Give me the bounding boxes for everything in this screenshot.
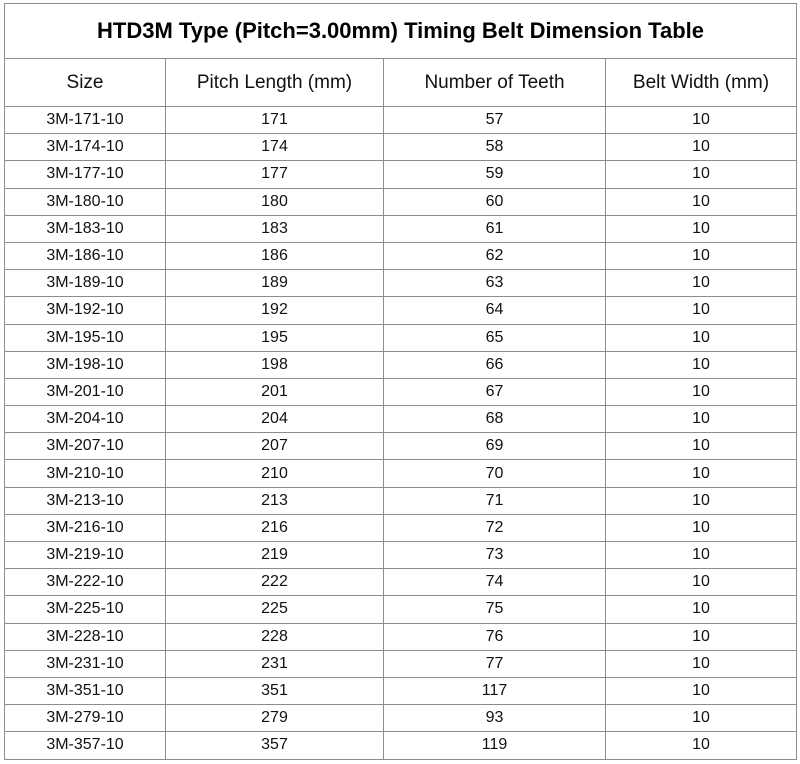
cell-belt-width: 10 — [606, 134, 797, 161]
table-title-row — [5, 4, 797, 59]
cell-belt-width: 10 — [606, 542, 797, 569]
cell-pitch-length: 186 — [166, 242, 384, 269]
cell-number-of-teeth: 73 — [384, 542, 606, 569]
table-row — [5, 134, 797, 161]
cell-belt-width: 10 — [606, 406, 797, 433]
cell-pitch-length: 174 — [166, 134, 384, 161]
cell-number-of-teeth: 62 — [384, 242, 606, 269]
cell-size: 3M-231-10 — [5, 650, 166, 677]
cell-size: 3M-219-10 — [5, 542, 166, 569]
table-row — [5, 650, 797, 677]
cell-belt-width: 10 — [606, 514, 797, 541]
table-row — [5, 623, 797, 650]
column-header-number-of-teeth: Number of Teeth — [384, 59, 606, 107]
cell-number-of-teeth: 117 — [384, 677, 606, 704]
cell-pitch-length: 177 — [166, 161, 384, 188]
cell-belt-width: 10 — [606, 242, 797, 269]
cell-number-of-teeth: 77 — [384, 650, 606, 677]
cell-belt-width: 10 — [606, 650, 797, 677]
cell-size: 3M-225-10 — [5, 596, 166, 623]
cell-pitch-length: 180 — [166, 188, 384, 215]
table-row — [5, 705, 797, 732]
table-row — [5, 732, 797, 759]
cell-pitch-length: 351 — [166, 677, 384, 704]
cell-number-of-teeth: 119 — [384, 732, 606, 759]
cell-pitch-length: 201 — [166, 378, 384, 405]
cell-size: 3M-204-10 — [5, 406, 166, 433]
cell-number-of-teeth: 63 — [384, 270, 606, 297]
cell-size: 3M-213-10 — [5, 487, 166, 514]
cell-belt-width: 10 — [606, 270, 797, 297]
cell-number-of-teeth: 76 — [384, 623, 606, 650]
header-row — [5, 59, 797, 107]
cell-size: 3M-279-10 — [5, 705, 166, 732]
cell-pitch-length: 216 — [166, 514, 384, 541]
table-row — [5, 351, 797, 378]
cell-pitch-length: 192 — [166, 297, 384, 324]
cell-belt-width: 10 — [606, 596, 797, 623]
cell-number-of-teeth: 74 — [384, 569, 606, 596]
cell-number-of-teeth: 72 — [384, 514, 606, 541]
cell-belt-width: 10 — [606, 297, 797, 324]
cell-pitch-length: 198 — [166, 351, 384, 378]
cell-size: 3M-198-10 — [5, 351, 166, 378]
table-row — [5, 242, 797, 269]
dimension-table — [4, 3, 797, 760]
cell-pitch-length: 231 — [166, 650, 384, 677]
cell-belt-width: 10 — [606, 677, 797, 704]
cell-pitch-length: 279 — [166, 705, 384, 732]
table-row — [5, 215, 797, 242]
cell-size: 3M-177-10 — [5, 161, 166, 188]
table-row — [5, 297, 797, 324]
cell-size: 3M-180-10 — [5, 188, 166, 215]
cell-belt-width: 10 — [606, 188, 797, 215]
cell-number-of-teeth: 59 — [384, 161, 606, 188]
cell-number-of-teeth: 67 — [384, 378, 606, 405]
cell-size: 3M-201-10 — [5, 378, 166, 405]
cell-pitch-length: 207 — [166, 433, 384, 460]
cell-number-of-teeth: 65 — [384, 324, 606, 351]
cell-number-of-teeth: 71 — [384, 487, 606, 514]
table-row — [5, 270, 797, 297]
table-row — [5, 161, 797, 188]
cell-pitch-length: 171 — [166, 107, 384, 134]
cell-pitch-length: 213 — [166, 487, 384, 514]
table-row — [5, 542, 797, 569]
table-row — [5, 596, 797, 623]
column-header-pitch-length: Pitch Length (mm) — [166, 59, 384, 107]
cell-size: 3M-174-10 — [5, 134, 166, 161]
column-header-size: Size — [5, 59, 166, 107]
table-row — [5, 487, 797, 514]
cell-size: 3M-357-10 — [5, 732, 166, 759]
cell-size: 3M-210-10 — [5, 460, 166, 487]
table-row — [5, 188, 797, 215]
cell-number-of-teeth: 64 — [384, 297, 606, 324]
cell-belt-width: 10 — [606, 107, 797, 134]
cell-belt-width: 10 — [606, 623, 797, 650]
cell-size: 3M-207-10 — [5, 433, 166, 460]
cell-size: 3M-216-10 — [5, 514, 166, 541]
cell-pitch-length: 204 — [166, 406, 384, 433]
cell-size: 3M-192-10 — [5, 297, 166, 324]
cell-pitch-length: 222 — [166, 569, 384, 596]
cell-number-of-teeth: 60 — [384, 188, 606, 215]
cell-belt-width: 10 — [606, 378, 797, 405]
table-row — [5, 107, 797, 134]
cell-number-of-teeth: 70 — [384, 460, 606, 487]
cell-size: 3M-351-10 — [5, 677, 166, 704]
cell-size: 3M-186-10 — [5, 242, 166, 269]
cell-number-of-teeth: 69 — [384, 433, 606, 460]
cell-belt-width: 10 — [606, 324, 797, 351]
cell-belt-width: 10 — [606, 433, 797, 460]
cell-number-of-teeth: 93 — [384, 705, 606, 732]
cell-pitch-length: 225 — [166, 596, 384, 623]
cell-belt-width: 10 — [606, 161, 797, 188]
cell-pitch-length: 210 — [166, 460, 384, 487]
cell-belt-width: 10 — [606, 351, 797, 378]
cell-belt-width: 10 — [606, 705, 797, 732]
cell-number-of-teeth: 58 — [384, 134, 606, 161]
cell-pitch-length: 195 — [166, 324, 384, 351]
table-row — [5, 569, 797, 596]
cell-pitch-length: 228 — [166, 623, 384, 650]
cell-size: 3M-222-10 — [5, 569, 166, 596]
cell-belt-width: 10 — [606, 569, 797, 596]
cell-belt-width: 10 — [606, 215, 797, 242]
cell-pitch-length: 183 — [166, 215, 384, 242]
cell-pitch-length: 219 — [166, 542, 384, 569]
cell-number-of-teeth: 68 — [384, 406, 606, 433]
cell-size: 3M-228-10 — [5, 623, 166, 650]
cell-pitch-length: 189 — [166, 270, 384, 297]
cell-size: 3M-195-10 — [5, 324, 166, 351]
table-row — [5, 324, 797, 351]
table-row — [5, 406, 797, 433]
cell-belt-width: 10 — [606, 460, 797, 487]
cell-number-of-teeth: 57 — [384, 107, 606, 134]
table-row — [5, 677, 797, 704]
cell-number-of-teeth: 61 — [384, 215, 606, 242]
column-header-belt-width: Belt Width (mm) — [606, 59, 797, 107]
table-row — [5, 378, 797, 405]
cell-belt-width: 10 — [606, 732, 797, 759]
cell-size: 3M-189-10 — [5, 270, 166, 297]
cell-number-of-teeth: 66 — [384, 351, 606, 378]
table-body — [5, 107, 797, 760]
table-row — [5, 514, 797, 541]
cell-number-of-teeth: 75 — [384, 596, 606, 623]
cell-size: 3M-171-10 — [5, 107, 166, 134]
table-row — [5, 433, 797, 460]
table-row — [5, 460, 797, 487]
cell-belt-width: 10 — [606, 487, 797, 514]
cell-size: 3M-183-10 — [5, 215, 166, 242]
table-title: HTD3M Type (Pitch=3.00mm) Timing Belt Dimension Table — [5, 4, 797, 59]
cell-pitch-length: 357 — [166, 732, 384, 759]
